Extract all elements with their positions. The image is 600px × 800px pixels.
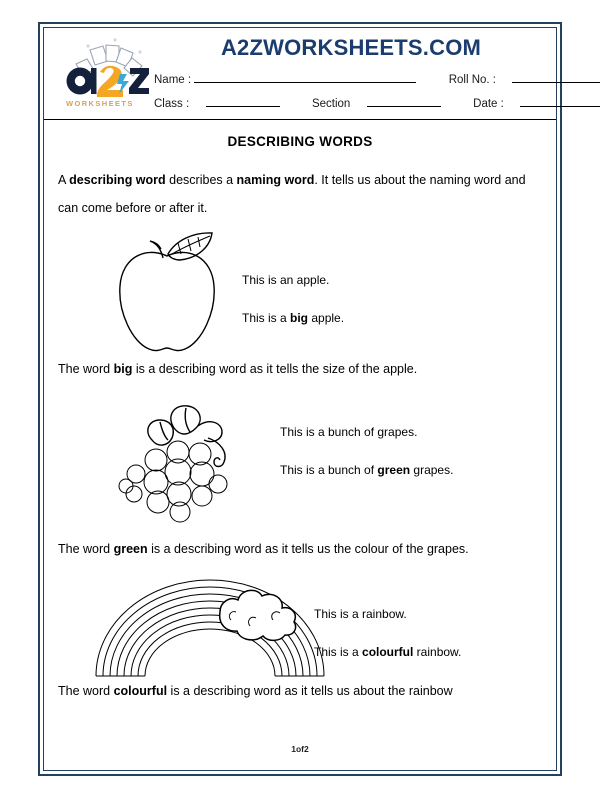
grapes-sentences — [280, 426, 453, 502]
grapes-conclusion-post: is a describing word as it tells us the colour of the grapes. — [147, 542, 469, 556]
intro-text-2: describes a — [165, 173, 237, 187]
svg-text:WORKSHEETS: WORKSHEETS — [66, 99, 134, 108]
rainbow-conclusion-bold: colourful — [113, 684, 168, 698]
example-section-apple — [44, 230, 556, 358]
class-section-date-field-row — [154, 96, 546, 110]
date-input-line[interactable] — [520, 96, 600, 107]
name-input-line[interactable] — [194, 72, 416, 83]
name-label: Name : — [154, 74, 192, 86]
grapes-illustration — [112, 398, 244, 526]
rainbow-conclusion — [58, 684, 556, 698]
worksheet-header — [44, 28, 556, 120]
class-label: Class : — [154, 98, 190, 110]
apple-conclusion-bold: big — [113, 362, 133, 376]
rainbow-sentence-2-post: rainbow. — [413, 645, 462, 659]
worksheet-intro-paragraph — [58, 167, 542, 222]
grapes-sentence-2-post: grapes. — [410, 463, 454, 477]
grapes-sentence-2 — [280, 464, 453, 476]
rainbow-conclusion-post: is a describing word as it tells us about the rainbow — [167, 684, 453, 698]
apple-illustration — [106, 230, 228, 356]
rainbow-conclusion-pre: The word — [58, 684, 114, 698]
section-input-line[interactable] — [367, 96, 441, 107]
apple-conclusion-post: is a describing word as it tells the size of the apple. — [132, 362, 418, 376]
class-input-line[interactable] — [206, 96, 280, 107]
date-label: Date : — [473, 98, 504, 110]
rainbow-illustration — [90, 576, 338, 680]
rainbow-sentences — [314, 608, 461, 684]
site-title: A2ZWORKSHEETS.COM — [220, 35, 482, 60]
logo-artwork — [60, 34, 155, 110]
rainbow-sentence-2-pre: This is a — [314, 645, 363, 659]
apple-sentence-2-bold: big — [290, 311, 309, 325]
example-section-rainbow — [44, 576, 556, 680]
worksheet-content — [44, 120, 556, 770]
a2z-worksheets-logo — [60, 34, 155, 110]
apple-sentence-1: This is an apple. — [242, 273, 330, 287]
intro-bold-describing-word: describing word — [69, 173, 166, 187]
grapes-sentence-1: This is a bunch of grapes. — [280, 425, 418, 439]
grapes-conclusion-pre: The word — [58, 542, 114, 556]
apple-drawing — [106, 230, 228, 356]
grapes-conclusion-bold: green — [113, 542, 148, 556]
apple-sentences — [242, 274, 344, 350]
worksheet-title: DESCRIBING WORDS — [227, 134, 373, 149]
roll-no-input-line[interactable] — [512, 72, 600, 83]
apple-sentence-2-pre: This is a — [242, 311, 291, 325]
rainbow-drawing — [90, 576, 338, 680]
apple-sentence-2-post: apple. — [308, 311, 345, 325]
section-label: Section — [311, 98, 351, 110]
rainbow-sentence-2 — [314, 646, 461, 658]
example-section-grapes — [44, 398, 556, 528]
apple-sentence-2 — [242, 312, 344, 324]
worksheet-page-inner-border — [43, 27, 557, 771]
grapes-sentence-2-bold: green — [377, 463, 411, 477]
rainbow-sentence-2-bold: colourful — [362, 645, 414, 659]
worksheet-page — [38, 22, 562, 776]
intro-bold-naming-word: naming word — [236, 173, 315, 187]
grapes-conclusion — [58, 542, 556, 556]
name-roll-field-row — [154, 72, 546, 86]
grapes-drawing — [112, 398, 244, 526]
intro-text-3: . It tells us about the naming word and can come before or after it. — [58, 173, 526, 215]
intro-text-1: A — [58, 173, 70, 187]
rainbow-sentence-1: This is a rainbow. — [314, 607, 407, 621]
roll-no-label: Roll No. : — [448, 74, 496, 86]
apple-conclusion — [58, 362, 556, 376]
apple-conclusion-pre: The word — [58, 362, 114, 376]
page-indicator: 1of2 — [291, 744, 309, 754]
grapes-sentence-2-pre: This is a bunch of — [280, 463, 378, 477]
